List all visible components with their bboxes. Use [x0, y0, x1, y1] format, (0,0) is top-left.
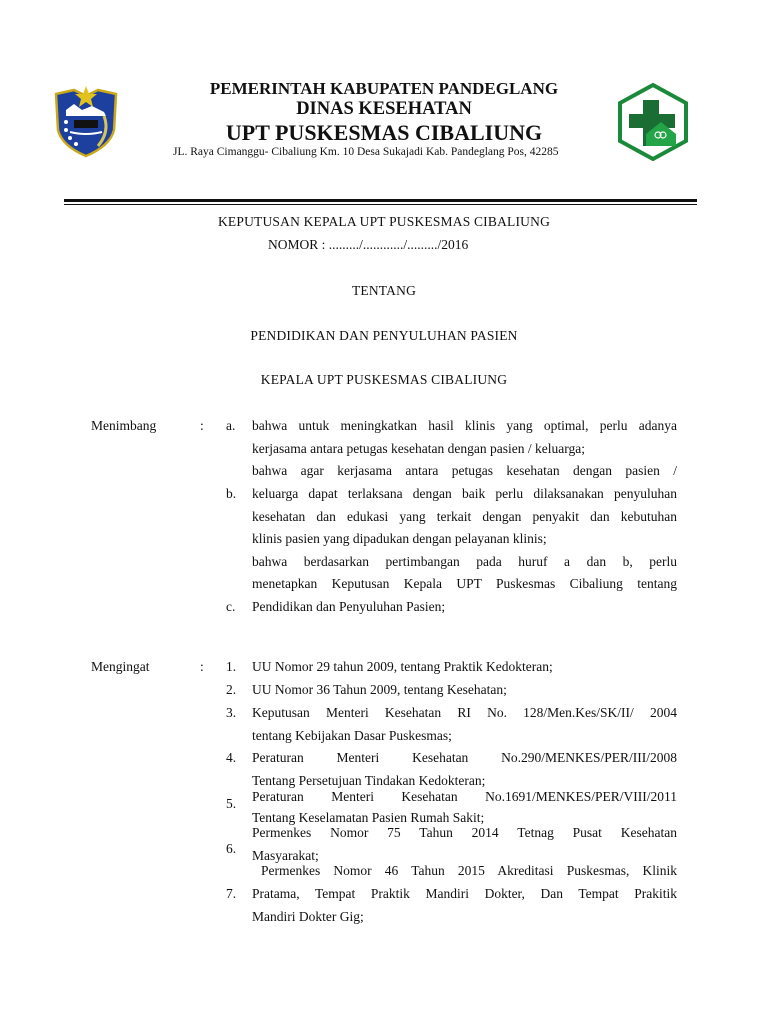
decree-subject: PENDIDIKAN DAN PENYULUHAN PASIEN — [250, 328, 518, 343]
mengingat-line: UU Nomor 36 Tahun 2009, tentang Kesehatan; — [252, 682, 507, 697]
mengingat-colon: : — [200, 659, 204, 674]
menimbang-line: kesehatan dan edukasi yang terkait dengan penyakit dan kebutuhan — [252, 509, 677, 524]
menimbang-line: bahwa untuk meningkatkan hasil klinis yang optimal, perlu adanya — [252, 418, 677, 433]
marker-4: 4. — [226, 750, 237, 765]
letterhead-address: JL. Raya Cimanggu- Cibaliung Km. 10 Desa Sukajadi Kab. Pandeglang Pos, 42285 — [173, 146, 559, 158]
mengingat-line: UU Nomor 29 tahun 2009, tentang Praktik Kedokteran; — [252, 659, 553, 674]
mengingat-line: Pratama, Tempat Praktik Mandiri Dokter, Dan Tempat Prakitik — [252, 886, 677, 901]
marker-7: 7. — [226, 886, 237, 901]
marker-c: c. — [226, 599, 236, 614]
letterhead-government: PEMERINTAH KABUPATEN PANDEGLANG — [209, 79, 559, 98]
menimbang-line: Pendidikan dan Penyuluhan Pasien; — [252, 599, 446, 614]
letterhead-divider-thin — [64, 204, 697, 205]
menimbang-line: bahwa agar kerjasama antara petugas kesehatan dengan pasien / — [252, 463, 677, 478]
mengingat-label: Mengingat — [91, 659, 150, 674]
marker-5: 5. — [226, 796, 237, 811]
mengingat-line: Permenkes Nomor 75 Tahun 2014 Tetnag Pusat Kesehatan — [252, 825, 677, 840]
mengingat-line: Tentang Persetujuan Tindakan Kedokteran; — [252, 773, 486, 788]
menimbang-label: Menimbang — [91, 418, 157, 433]
menimbang-colon: : — [200, 418, 204, 433]
mengingat-line: tentang Kebijakan Dasar Puskesmas; — [252, 728, 452, 743]
decree-title: KEPUTUSAN KEPALA UPT PUSKESMAS CIBALIUNG — [217, 214, 551, 229]
marker-6: 6. — [226, 841, 237, 856]
letterhead-agency: DINAS KESEHATAN — [296, 99, 472, 119]
mengingat-line: Tentang Keselamatan Pasien Rumah Sakit; — [252, 810, 485, 825]
letterhead-institution: UPT PUSKESMAS CIBALIUNG — [225, 120, 543, 145]
mengingat-line: Keputusan Menteri Kesehatan RI No. 128/Men.Kes/SK/II/ 2004 — [252, 705, 677, 720]
marker-2: 2. — [226, 682, 237, 697]
mengingat-line: Peraturan Menteri Kesehatan No.1691/MENKES/PER/VIII/2011 — [252, 789, 677, 804]
menimbang-line: kerjasama antara petugas kesehatan dengan pasien / keluarga; — [252, 441, 585, 456]
menimbang-line: menetapkan Keputusan Kepala UPT Puskesmas Cibaliung tentang — [252, 576, 677, 591]
decree-issuer: KEPALA UPT PUSKESMAS CIBALIUNG — [260, 372, 508, 387]
marker-a: a. — [226, 418, 236, 433]
mengingat-line: Peraturan Menteri Kesehatan No.290/MENKES/PER/III/2008 — [252, 750, 677, 765]
puskesmas-logo — [613, 82, 693, 162]
mengingat-line: Masyarakat; — [252, 848, 319, 863]
menimbang-line: keluarga dapat terlaksana dengan baik perlu dilaksanakan penyuluhan — [252, 486, 677, 501]
decree-about: TENTANG — [351, 283, 417, 298]
marker-b: b. — [226, 486, 237, 501]
menimbang-line: bahwa berdasarkan pertimbangan pada huruf a dan b, perlu — [252, 554, 677, 569]
letterhead-divider — [64, 199, 697, 202]
mengingat-line: Mandiri Dokter Gig; — [252, 909, 364, 924]
menimbang-line: klinis pasien yang dipadukan dengan pelayanan klinis; — [252, 531, 547, 546]
marker-1: 1. — [226, 659, 237, 674]
marker-3: 3. — [226, 705, 237, 720]
mengingat-line: Permenkes Nomor 46 Tahun 2015 Akreditasi Puskesmas, Klinik — [261, 863, 677, 878]
decree-number: NOMOR : ........./............/........./2016 — [268, 237, 469, 252]
